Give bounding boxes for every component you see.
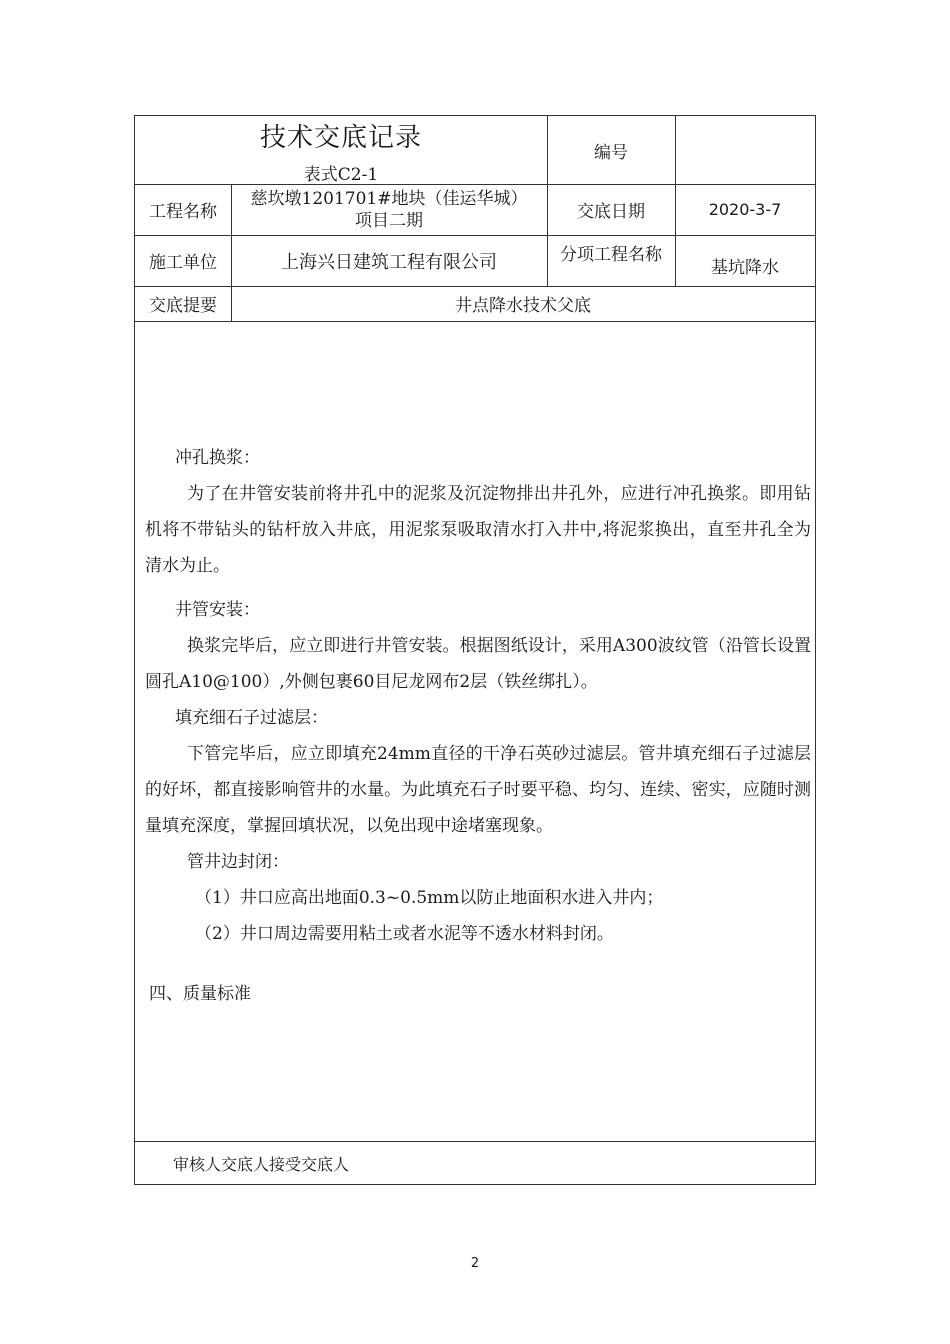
paragraph: 下管完毕后，应立即填充24mm直径的干净石英砂过滤层。管井填充细石子过滤层的好坏，都直接影响管井的水量。为此填充石子时要平稳、均匀、连续、密实，应随时测量填充深度，掌握回填状况，以免出现中途堵塞现象。 bbox=[145, 744, 811, 836]
project-value-line1: 慈坎墩1201701#地块（佳运华城） bbox=[250, 188, 528, 209]
page-number: 2 bbox=[470, 1256, 480, 1271]
list-item: （1）井口应高出地面0.3~0.5mm以防止地面积水进入井内； bbox=[195, 888, 664, 908]
project-label: 工程名称 bbox=[149, 202, 217, 222]
paragraph: 为了在井管安装前将井孔中的泥浆及沉淀物排出井孔外，应进行冲孔换浆。即用钻机将不带钻头的钻杆放入井底，用泥浆泵吸取清水打入井中,将泥浆换出，直至井孔全为清水为止。 bbox=[145, 484, 811, 576]
number-value bbox=[675, 116, 815, 184]
disclosure-content bbox=[135, 440, 817, 1012]
disclosure-form bbox=[134, 115, 816, 1185]
unit-value: 上海兴日建筑工程有限公司 bbox=[281, 251, 497, 273]
project-value-line2: 项目二期 bbox=[355, 210, 423, 231]
form-code: 表式C2-1 bbox=[303, 165, 379, 185]
section-title: 井管安装： bbox=[175, 600, 260, 620]
form-title: 技术交底记录 bbox=[259, 123, 422, 153]
section-title: 填充细石子过滤层： bbox=[175, 708, 328, 728]
header-title-cell bbox=[135, 116, 547, 184]
summary-value: 井点降水技术父底 bbox=[455, 296, 591, 316]
number-label: 编号 bbox=[594, 142, 628, 163]
section-title: 冲孔换浆： bbox=[175, 448, 260, 468]
date-label: 交底日期 bbox=[577, 202, 645, 222]
section-title: 管井边封闭： bbox=[187, 852, 289, 872]
unit-label: 施工单位 bbox=[149, 253, 217, 273]
subitem-value: 基坑降水 bbox=[711, 258, 779, 278]
subitem-label: 分项工程名称 bbox=[560, 245, 662, 265]
summary-label: 交底提要 bbox=[149, 296, 217, 316]
section-title: 四、质量标准 bbox=[149, 984, 251, 1004]
paragraph: 换浆完毕后，应立即进行井管安装。根据图纸设计，采用A300波纹管（沿管长设置圆孔A10@100）,外侧包裹60目尼龙网布2层（铁丝绑扎）。 bbox=[145, 636, 811, 692]
date-value: 2020-3-7 bbox=[708, 200, 782, 219]
list-item: （2）井口周边需要用粘土或者水泥等不透水材料封闭。 bbox=[195, 924, 614, 944]
signers-line: 审核人交底人接受交底人 bbox=[173, 1154, 350, 1174]
project-value bbox=[231, 184, 547, 235]
row-divider bbox=[135, 321, 815, 322]
